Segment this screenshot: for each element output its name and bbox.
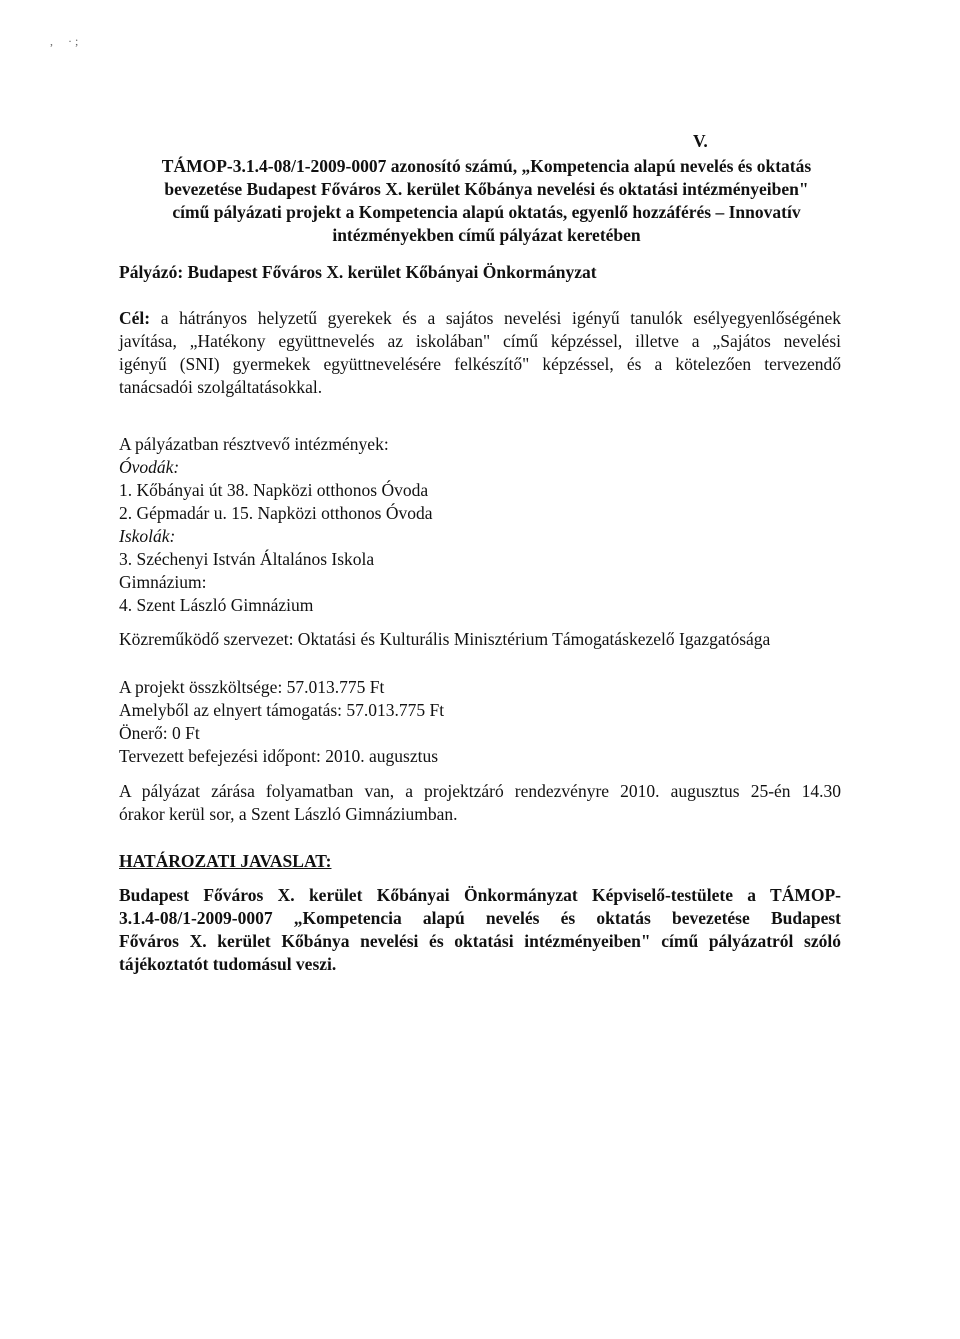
closing-paragraph: [119, 780, 841, 826]
title-line: bevezetése Budapest Főváros X. kerület Kőbánya nevelési és oktatási intézményeiben": [164, 179, 809, 199]
resolution-line: Budapest Főváros X. kerület Kőbányai Önkormányzat Képviselő-testülete a TÁMOP-: [119, 885, 841, 905]
institutions-heading: A pályázatban résztvevő intézmények:: [119, 434, 389, 454]
scan-mark: ,: [50, 34, 53, 48]
scan-marks: [50, 30, 90, 53]
resolution-line: Főváros X. kerület Kőbánya nevelési és oktatási intézményeiben" című pályázatról szóló: [119, 931, 841, 951]
list-item: 2. Gépmadár u. 15. Napközi otthonos Óvoda: [119, 503, 433, 523]
completion-date: Tervezett befejezési időpont: 2010. augusztus: [119, 746, 439, 766]
goal-line: tanácsadói szolgáltatásokkal.: [119, 377, 323, 397]
title-line: TÁMOP-3.1.4-08/1-2009-0007 azonosító számú, „Kompetencia alapú nevelés és oktatás: [161, 156, 812, 176]
goal-label: Cél:: [119, 308, 151, 328]
resolution-line: 3.1.4-08/1-2009-0007 „Kompetencia alapú nevelés és oktatás bevezetése Budapest: [119, 908, 841, 928]
grant-amount: Amelyből az elnyert támogatás: 57.013.775 Ft: [119, 700, 445, 720]
list-item: 4. Szent László Gimnázium: [119, 595, 314, 615]
scan-mark: · ;: [68, 34, 79, 48]
goal-paragraph: [119, 307, 841, 399]
applicant: Pályázó: Budapest Főváros X. kerület Kőbányai Önkormányzat: [119, 262, 597, 282]
goal-line-first: [119, 307, 841, 330]
finance-block: [119, 676, 444, 768]
resolution-paragraph: [119, 884, 841, 976]
resolution-heading: HATÁROZATI JAVASLAT:: [119, 851, 332, 871]
goal-line: javítása, „Hatékony együttnevelés az iskolában" című képzéssel, illetve a „Sajátos nevelési: [119, 331, 841, 351]
document-title: [119, 155, 854, 247]
institutions-list: [119, 433, 432, 617]
closing-line: órakor kerül sor, a Szent László Gimnáziumban.: [119, 804, 458, 824]
schools-label: Iskolák:: [119, 526, 176, 546]
own-funds: Önerő: 0 Ft: [119, 723, 200, 743]
kindergartens-label: Óvodák:: [119, 457, 180, 477]
section-number: V.: [693, 131, 708, 151]
resolution-line: tájékoztatót tudomásul veszi.: [119, 954, 337, 974]
total-cost: A projekt összköltsége: 57.013.775 Ft: [119, 677, 385, 697]
goal-line: igényű (SNI) gyermekek együttnevelésére felkészítő" képzéssel, és a kötelezően tervezendő: [119, 354, 841, 374]
gymnasium-label: Gimnázium:: [119, 572, 207, 592]
closing-line: A pályázat zárása folyamatban van, a projektzáró rendezvényre 2010. augusztus 25-én 14.30: [119, 781, 841, 801]
title-line: című pályázati projekt a Kompetencia alapú oktatás, egyenlő hozzáférés – Innovatív: [172, 202, 801, 222]
cooperating-organization: Közreműködő szervezet: Oktatási és Kulturális Minisztérium Támogatáskezelő Igazgatósága: [119, 629, 771, 649]
list-item: 3. Széchenyi István Általános Iskola: [119, 549, 375, 569]
list-item: 1. Kőbányai út 38. Napközi otthonos Óvoda: [119, 480, 429, 500]
title-line: intézményekben című pályázat keretében: [332, 225, 641, 245]
goal-line: a hátrányos helyzetű gyerekek és a sajátos nevelési igényű tanulók esélyegyenlőségének: [160, 308, 841, 328]
